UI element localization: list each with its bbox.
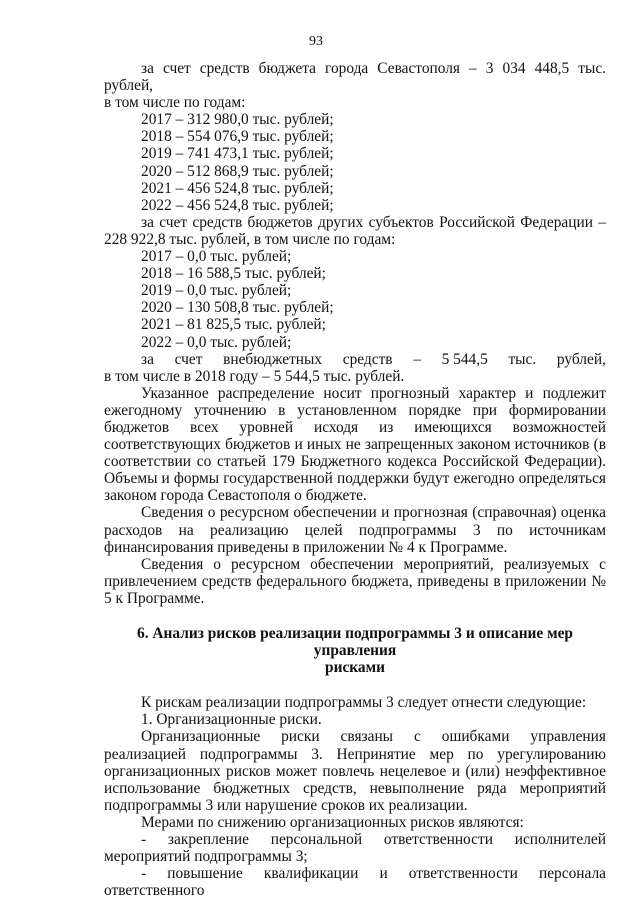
section-heading: 6. Анализ рисков реализации подпрограммы 3 и описание мер управления <box>137 625 573 660</box>
organizational-risks-paragraph: Организационные риски связаны с ошибками управления реализацией подпрограммы 3. Непринятие мер по урегулированию организационных рисков может повлечь нецелевое и (или) неэффективное использование бюджетных средств, невыполнение ряда мероприятий подпрограммы 3 или нарушение сроков их реализации. <box>104 728 606 814</box>
sevastopol-year-2020: 2020 – 512 868,9 тыс. рублей; <box>141 162 334 180</box>
sevastopol-budget-line: за счет средств бюджета города Севастополя – 3 034 448,5 тыс. рублей, <box>104 60 606 95</box>
federal-paragraph: Сведения о ресурсном обеспечении мероприятий, реализуемых с привлечением средств федерального бюджета, приведены в приложении № 5 к Программе. <box>104 555 606 607</box>
section-spacer <box>104 676 606 694</box>
offbudget-line-cont: в том числе в 2018 году – 5 544,5 тыс. рублей. <box>104 367 405 385</box>
measure-item: - повышение квалификации и ответственности персонала ответственного <box>104 865 606 900</box>
measure-item: - закрепление персональной ответственности исполнителей мероприятий подпрограммы 3; <box>104 831 606 866</box>
subjects-budget-line: за счет средств бюджетов других субъектов Российской Федерации – <box>141 213 606 231</box>
risks-intro: К рискам реализации подпрограммы 3 следует отнести следующие: <box>141 694 587 712</box>
page-number: 93 <box>309 34 323 49</box>
page-content <box>104 60 606 899</box>
measures-intro: Мерами по снижению организационных рисков являются: <box>141 813 524 831</box>
sevastopol-year-2017: 2017 – 312 980,0 тыс. рублей; <box>141 111 334 129</box>
risk-item-organizational: 1. Организационные риски. <box>141 711 322 729</box>
offbudget-word: рублей, <box>556 350 606 368</box>
subjects-year-2021: 2021 – 81 825,5 тыс. рублей; <box>141 316 326 334</box>
offbudget-line <box>104 351 606 368</box>
offbudget-word: внебюджетных <box>223 350 323 368</box>
resources-paragraph: Сведения о ресурсном обеспечении и прогнозная (справочная) оценка расходов на реализацию целей подпрограммы 3 по источникам финансирования приведены в приложении № 4 к Программе. <box>104 504 606 556</box>
offbudget-word: счет <box>174 350 203 368</box>
section-spacer <box>104 607 606 625</box>
distribution-paragraph: Указанное распределение носит прогнозный характер и подлежит ежегодному уточнению в установленном порядке при формировании бюджетов всех уровней исходя из имеющихся возможностей соответствующих бюджетов и иных не запрещенных законом источников (в соответствии со статьей 179 Бюджетного кодекса Российской Федерации). Объемы и формы государственной поддержки будут ежегодно определяться законом города Севастополя о бюджете. <box>104 384 606 505</box>
subjects-year-2022: 2022 – 0,0 тыс. рублей; <box>141 333 292 351</box>
sevastopol-year-2018: 2018 – 554 076,9 тыс. рублей; <box>141 128 334 146</box>
offbudget-word: тыс. <box>508 350 537 368</box>
sevastopol-year-2019: 2019 – 741 473,1 тыс. рублей; <box>141 145 334 163</box>
sevastopol-year-2022: 2022 – 456 524,8 тыс. рублей; <box>141 196 334 214</box>
subjects-year-2018: 2018 – 16 588,5 тыс. рублей; <box>141 265 326 283</box>
subjects-budget-line-cont: 228 922,8 тыс. рублей, в том числе по годам: <box>104 230 396 248</box>
subjects-year-2020: 2020 – 130 508,8 тыс. рублей; <box>141 299 334 317</box>
subjects-year-2019: 2019 – 0,0 тыс. рублей; <box>141 282 292 300</box>
section-heading-cont: рисками <box>325 659 385 677</box>
offbudget-word: 5 544,5 <box>441 350 488 368</box>
subjects-year-2017: 2017 – 0,0 тыс. рублей; <box>141 248 292 266</box>
offbudget-word: за <box>141 350 154 368</box>
offbudget-word: – <box>413 350 421 368</box>
offbudget-word: средств <box>342 350 393 368</box>
sevastopol-budget-line-cont: в том числе по годам: <box>104 94 246 112</box>
sevastopol-year-2021: 2021 – 456 524,8 тыс. рублей; <box>141 179 334 197</box>
